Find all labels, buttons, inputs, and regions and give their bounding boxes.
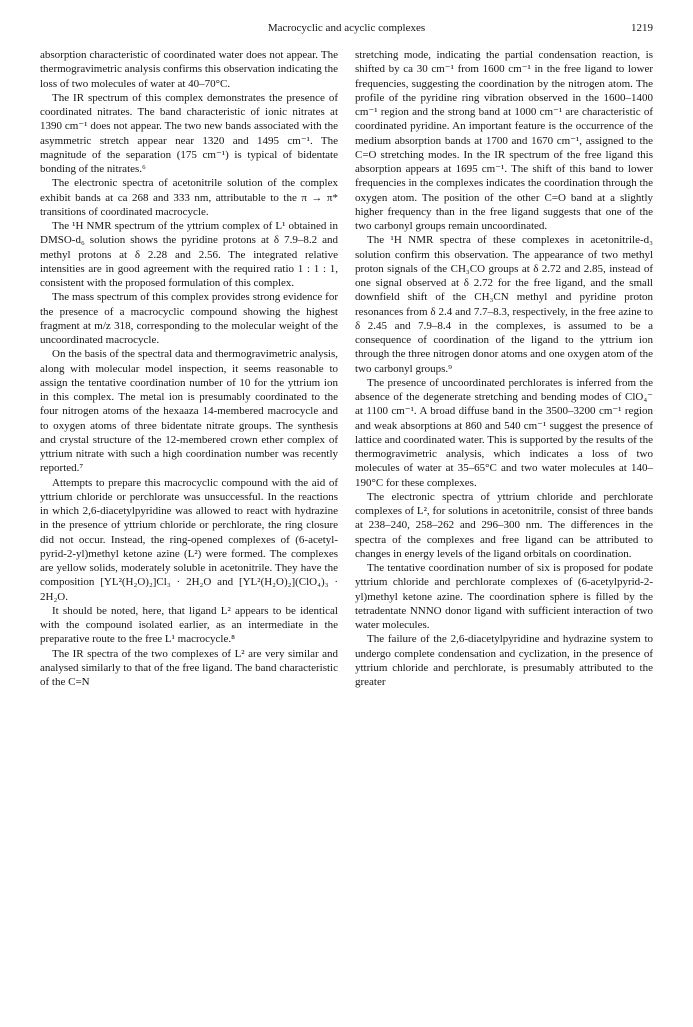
paragraph: absorption characteristic of coordinated water does not appear. The thermogravimetric analysis confirms this observation indicating the loss of two molecules of water at 40–70°C. (40, 49, 338, 90)
running-head: Macrocyclic and acyclic complexes (267, 22, 426, 34)
paragraph: The IR spectrum of this complex demonstrates the presence of coordinated nitrates. The band characteristic of ionic nitrates at 1390 cm⁻¹ does not appear. The two new bands associated with the asymmetric stretch appear near 1320 and 1495 cm⁻¹. The magnitude of the separation (175 cm⁻¹) is typical of bidentate bonding of the nitrates.⁶ (40, 91, 338, 175)
paragraph: The IR spectra of the two complexes of L² are very similar and analysed similarly to that of the free ligand. The band characteristic of the C=N (40, 647, 338, 688)
left-column (40, 48, 338, 689)
paragraph: Attempts to prepare this macrocyclic compound with the aid of yttrium chloride or perchlorate was unsuccessful. In the reactions in which 2,6-diacetylpyridine was allowed to react with hydrazine in the presence of yttrium chloride or perchlorate, the ring closure did not occur. Instead, the ring-opened complexes of (6-acetyl-pyrid-2-yl)methyl ketone azine (L²) were formed. The complexes are yellow solids, moderately soluble in acetonitrile. They have the composition [YL²(H₂O)₂]Cl₃ · 2H₂O and [YL²(H₂O)₂](ClO₄)₃ · 2H₂O. (40, 476, 338, 603)
page-header (40, 22, 653, 38)
paragraph: stretching mode, indicating the partial condensation reaction, is shifted by ca 30 cm⁻¹ from 1600 cm⁻¹ in the free ligand to lower frequencies, suggesting the coordination by the nitrogen atom. The profile of the pyridine ring vibration observed in the 1600–1400 cm⁻¹ region and the strong band at 1000 cm⁻¹ are characteristic of coordinated pyridine. An important feature is the occurrence of the medium absorption bands at 1700 and 1670 cm⁻¹, assigned to the C=O stretching modes. In the IR spectrum of the free ligand this absorption appears at 1695 cm⁻¹. The shift of this band to lower frequencies in the complexes indicates the coordination through the oxygen atom. The position of the other C=O band at a slightly higher frequency than in the free ligand suggests that one of the two carbonyl groups remain uncoordinated. (355, 49, 653, 232)
paragraph: On the basis of the spectral data and thermogravimetric analysis, along with molecular model inspection, it seems reasonable to assign the tentative coordination number of 10 for the yttrium ion in this complex. The metal ion is presumably coordinated to the four nitrogen atoms of the hexaaza 14-membered macrocycle and to oxygen atoms of three bidentate nitrate groups. The synthesis and crystal structure of the 12-membered crown ether complex of yttrium nitrate with such a high coordination number was recently reported.⁷ (40, 348, 338, 475)
paragraph: The presence of uncoordinated perchlorates is inferred from the absence of the degenerate stretching and bending modes of ClO₄⁻ at 1100 cm⁻¹. A broad diffuse band in the 3500–3200 cm⁻¹ region and weak absorptions at 860 and 540 cm⁻¹ suggest the presence of lattice and coordinated water. This is supported by the results of the thermogravimetric analysis, which indicates a loss of two molecules of water at 35–65°C and two water molecules at 140–190°C for these complexes. (355, 376, 653, 489)
right-column (355, 48, 653, 689)
paragraph: The ¹H NMR spectrum of the yttrium complex of L¹ obtained in DMSO-d₆ solution shows the pyridine protons at δ 7.9–8.2 and methyl protons at δ 2.28 and 2.56. The integrated relative intensities are in good agreement with the required ratio 1 : 1 : 1, consistent with the proposed formulation of this complex. (40, 220, 338, 289)
paragraph: It should be noted, here, that ligand L² appears to be identical with the compound isolated earlier, as an intermediate in the preparative route to the free L¹ macrocycle.⁸ (40, 604, 338, 646)
paragraph: The electronic spectra of acetonitrile solution of the complex exhibit bands at ca 268 and 333 nm, attributable to the π → π* transitions of coordinated macrocycle. (40, 177, 338, 218)
paragraph: The ¹H NMR spectra of these complexes in acetonitrile-d₃ solution confirm this observation. The appearance of two methyl proton signals of the CH₃CO groups at δ 2.72 and 2.85, instead of one signal observed at δ 2.72 for the free ligand, and the small downfield shift of the CH₃CN methyl and pyridine proton resonances from δ 2.4 and 7.7–8.3, respectively, in the free azine to δ 2.45 and 7.9–8.4 in the complexes, is assumed to be a consequence of coordination of the ligand to the yttrium ion through the three nitrogen donor atoms and one oxygen atom of the two carbonyl groups.⁹ (355, 234, 653, 375)
page-number: 1219 (631, 22, 653, 34)
paragraph: The electronic spectra of yttrium chloride and perchlorate complexes of L², for solutions in acetonitrile, consist of three bands at 238–240, 258–262 and 296–300 nm. The differences in the spectra of the complexes and free ligand can be attributed to changes in energy levels of the ligand orbitals on coordination. (355, 490, 653, 560)
paragraph: The mass spectrum of this complex provides strong evidence for the presence of a macrocyclic compound showing the highest fragment at m/z 318, corresponding to the molecular weight of the uncoordinated macrocycle. (40, 291, 338, 346)
paragraph: The tentative coordination number of six is proposed for podate yttrium chloride and perchlorate complexes of (6-acetylpyrid-2-yl)methyl ketone azine. The coordination sphere is filled by the tetradentate NNNO donor ligand with sufficient interaction of two water molecules. (355, 562, 653, 631)
paragraph: The failure of the 2,6-diacetylpyridine and hydrazine system to undergo complete condensation and cyclization, in the presence of yttrium chloride and perchlorate, is presumably attributed to the greater (355, 633, 653, 688)
